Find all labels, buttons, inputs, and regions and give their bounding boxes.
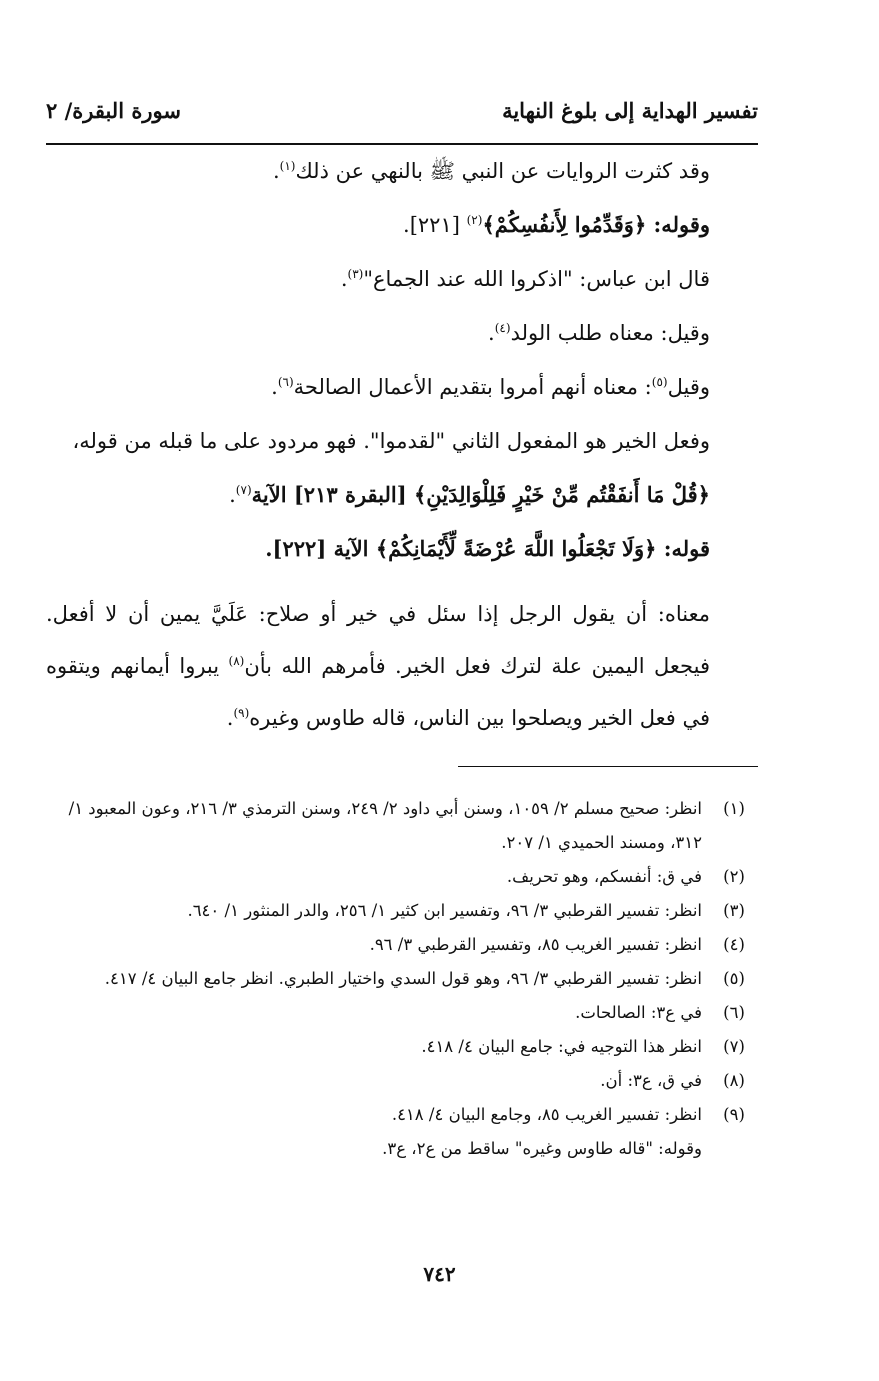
- footnote-text: انظر: تفسير القرطبي ٣/ ٩٦، وهو قول السدي واختيار الطبري. انظر جامع البيان ٤/ ٤١٧.: [104, 969, 702, 988]
- paragraph: معناه: أن يقول الرجل إذا سئل في خير أو صلاح: عَلَيَّ يمين أن لا أفعل. فيجعل اليمين علة لترك فعل الخير. فأمرهم الله بأن$^{(٨)}$ يبروا أيمانهم ويتقوه في فعل الخير ويصلحوا بين الناس، قاله طاوس وغيره$^{(٩)}$.: [46, 602, 710, 730]
- footnote-reference: (٧): [235, 483, 252, 497]
- paragraph: وقيل$^{(٥)}$: معناه أنهم أمروا بتقديم الأعمال الصالحة$^{(٦)}$.: [271, 375, 710, 399]
- footnote-number: (٢): [723, 867, 745, 886]
- paragraph: وفعل الخير هو المفعول الثاني "لقدموا". فهو مردود على ما قبله من قوله،: [72, 429, 710, 453]
- footnote-reference: (٦): [277, 375, 294, 389]
- footnote: [46, 928, 758, 962]
- footnote-number: (٥): [723, 969, 745, 988]
- footnote-reference: (٢): [466, 213, 483, 227]
- footnote: [46, 894, 758, 928]
- footnote-text: في ق: أنفسكم، وهو تحريف.: [506, 867, 702, 886]
- footnote-continuation: [46, 1132, 758, 1166]
- book-title: تفسير الهداية إلى بلوغ النهاية: [502, 98, 758, 123]
- footnote-reference: (٣): [347, 267, 364, 281]
- footnote-number: (١): [723, 799, 745, 818]
- footnote-number: (٦): [723, 1003, 745, 1022]
- footnote-separator: [458, 766, 758, 767]
- footnote-number: (٤): [723, 935, 745, 954]
- footnote-text: وقوله: "قاله طاوس وغيره" ساقط من ع٢، ع٣.: [382, 1139, 702, 1158]
- footnote: [46, 1030, 758, 1064]
- footnote-text: في ع٣: الصالحات.: [575, 1003, 702, 1022]
- paragraph: وقيل: معناه طلب الولد$^{(٤)}$.: [488, 321, 710, 345]
- footnote-reference: (١): [279, 159, 296, 173]
- footnote-text: انظر: صحيح مسلم ٢/ ١٠٥٩، وسنن أبي داود ٢/ ٢٤٩، وسنن الترمذي ٣/ ٢١٦، وعون المعبود ١/ ٣١٢، ومسند الحميدي ١/ ٢٠٧.: [68, 799, 702, 852]
- footnote: [46, 1098, 758, 1132]
- footnotes: [46, 792, 758, 1166]
- page-number: ٧٤٢: [423, 1262, 456, 1286]
- footnote-number: (٣): [723, 901, 745, 920]
- footnote-number: (٩): [723, 1105, 745, 1124]
- footnote-reference: (٩): [233, 706, 250, 720]
- footnote-text: انظر: تفسير الغريب ٨٥، وجامع البيان ٤/ ٤١٨.: [391, 1105, 702, 1124]
- running-header: [46, 94, 758, 134]
- footnote-number: (٧): [723, 1037, 745, 1056]
- paragraph: وقوله: ﴿وَقَدِّمُوا لِأَنفُسِكُمْ﴾$^{(٢)}$ [٢٢١].: [403, 212, 710, 237]
- header-divider: [46, 143, 758, 145]
- footnote-number: (٨): [723, 1071, 745, 1090]
- footnote-text: انظر: تفسير القرطبي ٣/ ٩٦، وتفسير ابن كثير ١/ ٢٥٦، والدر المنثور ١/ ٦٤٠.: [187, 901, 702, 920]
- paragraph: قال ابن عباس: "اذكروا الله عند الجماع"$^{(٣)}$.: [340, 267, 710, 291]
- footnote-reference: (٨): [228, 654, 245, 668]
- footnote-reference: (٥): [651, 375, 668, 389]
- paragraph: وقد كثرت الروايات عن النبي ﷺ بالنهي عن ذلك$^{(١)}$.: [272, 159, 710, 183]
- footnote: [46, 996, 758, 1030]
- footnote: [46, 962, 758, 996]
- paragraph: ﴿قُلْ مَا أَنفَقْتُم مِّنْ خَيْرٍ فَلِلْوَالِدَيْنِ﴾ [البقرة ٢١٣] الآية$^{(٧)}$.: [229, 482, 710, 507]
- main-text: [46, 156, 758, 744]
- footnote-text: في ق، ع٣: أن.: [600, 1071, 702, 1090]
- footnote-text: انظر هذا التوجيه في: جامع البيان ٤/ ٤١٨.: [421, 1037, 702, 1056]
- surah-label: سورة البقرة/ ٢: [46, 98, 181, 123]
- paragraph: قوله: ﴿وَلَا تَجْعَلُوا اللَّهَ عُرْضَةً لِّأَيْمَانِكُمْ﴾ الآية [٢٢٢].: [265, 536, 710, 561]
- footnote: [46, 860, 758, 894]
- footnote-reference: (٤): [494, 321, 511, 335]
- footnote: [46, 1064, 758, 1098]
- footnote: [46, 792, 758, 860]
- footnote-text: انظر: تفسير الغريب ٨٥، وتفسير القرطبي ٣/ ٩٦.: [369, 935, 702, 954]
